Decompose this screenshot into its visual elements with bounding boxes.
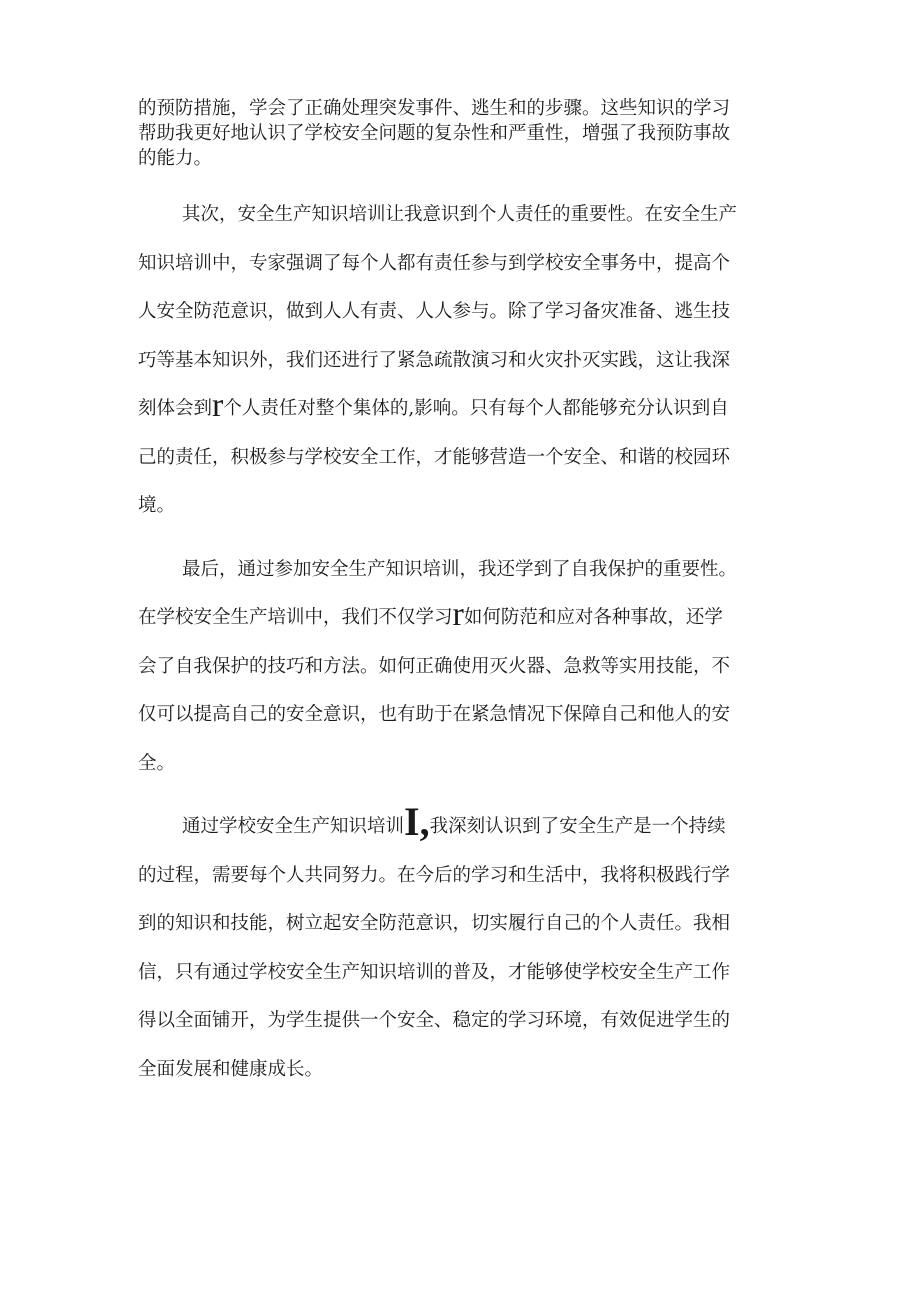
text-line: 境。 bbox=[138, 495, 176, 516]
artifact-glyph: r bbox=[212, 387, 224, 424]
text-line: 人安全防范意识，做到人人有责、人人参与。除了学习备灾准备、逃生技 bbox=[138, 301, 731, 322]
text-line: 己的责任，积极参与学校安全工作，才能够营造一个安全、和谐的校园环 bbox=[138, 446, 731, 468]
text-line: 巧等基本知识外，我们还进行了紧急疏散演习和火灾扑灭实践，这让我深 bbox=[138, 349, 731, 371]
text-line: 信，只有通过学校安全生产知识培训的普及，才能够使学校安全生产工作 bbox=[138, 961, 731, 983]
text-line: 知识培训中，专家强调了每个人都有责任参与到学校安全事务中，提高个 bbox=[138, 252, 731, 274]
text-run: 如何防范和应对各种事故，还学 bbox=[463, 607, 723, 628]
text-line: 仅可以提高自己的安全意识，也有助于在紧急情况下保障自己和他人的安 bbox=[138, 704, 731, 725]
text-line: 帮助我更好地认识了学校安全问题的复杂性和严重性，增强了我预防事故 bbox=[138, 123, 731, 144]
text-line bbox=[138, 385, 784, 434]
paragraph-2 bbox=[138, 191, 784, 531]
paragraph-3 bbox=[138, 546, 784, 789]
text-line: 其次，安全生产知识培训让我意识到个人责任的重要性。在安全生产 bbox=[182, 204, 738, 225]
text-line bbox=[138, 799, 784, 852]
text-line: 全。 bbox=[138, 752, 176, 774]
text-line: 的预防措施，学会了正确处理突发事件、逃生和的步骤。这些知识的学习 bbox=[138, 98, 731, 119]
text-run: 我深刻认识到了安全生产是一个持续 bbox=[429, 816, 726, 837]
text-line: 最后，通过参加安全生产知识培训，我还学到了自我保护的重要性。 bbox=[182, 558, 738, 580]
text-line: 的能力。 bbox=[138, 148, 213, 169]
text-run: 个人责任对整个集体的,影响。只有每个人都能够充分认识到自 bbox=[223, 398, 729, 419]
text-run: 在学校安全生产培训中，我们不仅学习 bbox=[138, 607, 453, 628]
text-line: 到的知识和技能，树立起安全防范意识，切实履行自己的个人责任。我相 bbox=[138, 913, 731, 934]
text-line: 全面发展和健康成长。 bbox=[138, 1058, 324, 1080]
paragraph-4 bbox=[138, 799, 784, 1094]
text-run: 刻体会到 bbox=[138, 398, 213, 419]
paragraph-1 bbox=[138, 96, 784, 171]
text-run: 通过学校安全生产知识培训 bbox=[182, 816, 405, 837]
text-line: 得以全面铺开，为学生提供一个安全、稳定的学习环境，有效促进学生的 bbox=[138, 1010, 731, 1031]
artifact-glyph: r bbox=[452, 596, 464, 633]
document-body bbox=[138, 96, 784, 1094]
text-line: 会了自我保护的技巧和方法。如何正确使用灭火器、急救等实用技能，不 bbox=[138, 655, 731, 677]
text-line bbox=[138, 594, 784, 643]
artifact-glyph: I, bbox=[404, 799, 430, 844]
text-line: 的过程，需要每个人共同努力。在今后的学习和生活中，我将积极践行学 bbox=[138, 864, 731, 886]
